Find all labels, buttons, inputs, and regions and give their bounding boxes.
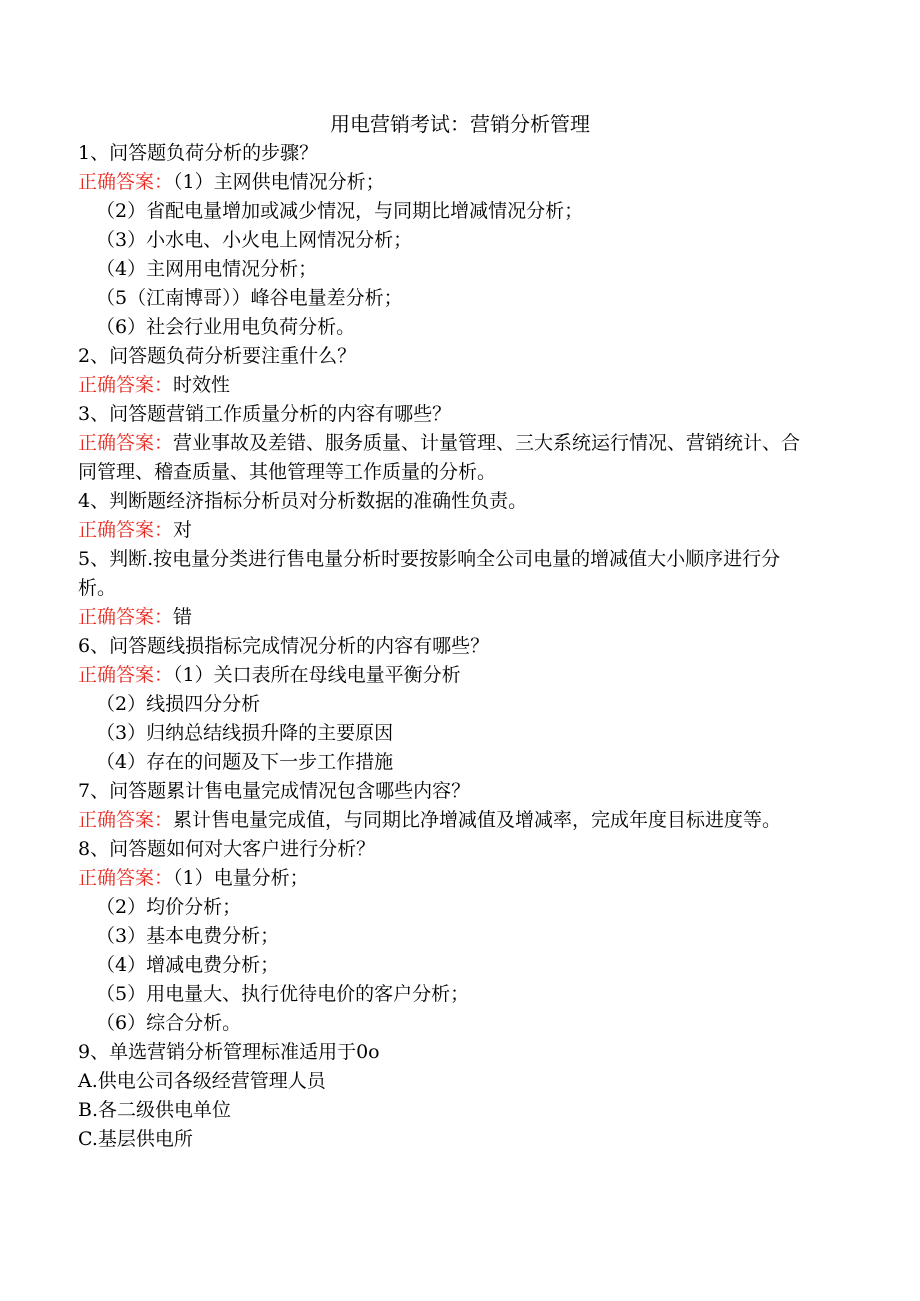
answer-text: 累计售电量完成值，与同期比净增减值及增减率，完成年度目标进度等。 [173,809,782,831]
answer-1-item: （6）社会行业用电负荷分析。 [96,316,356,338]
answer-8 [78,864,818,893]
option-b: B.各二级供电单位 [78,1099,232,1121]
document-title: 用电营销考试：营销分析管理 [330,112,590,136]
question-4: 4、判断题经济指标分析员对分析数据的准确性负责。 [78,490,528,512]
answer-text: （1）电量分析； [173,867,309,889]
answer-1-item: （3）小水电、小火电上网情况分析； [96,229,413,251]
answer-text: 营业事故及差错、服务质量、计量管理、三大系统运行情况、营销统计、合同管理、稽查质量、其他管理等工作质量的分析。 [78,432,801,483]
question-3: 3、问答题营销工作质量分析的内容有哪些？ [78,403,452,425]
answer-label: 正确答案： [78,867,174,889]
answer-label: 正确答案： [78,606,174,628]
answer-6-item: （4）存在的问题及下一步工作措施 [96,751,394,773]
answer-6-item: （2）线损四分分析 [96,693,261,715]
question-8: 8、问答题如何对大客户进行分析？ [78,838,376,860]
answer-1-item: （4）主网用电情况分析； [96,258,318,280]
answer-6 [78,661,818,690]
question-5: 5、判断.按电量分类进行售电量分析时要按影响全公司电量的增减值大小顺序进行分析。 [78,548,781,599]
answer-text: （1）主网供电情况分析； [173,171,385,193]
answer-8-item: （2）均价分析； [96,896,242,918]
answer-label: 正确答案： [78,432,174,454]
answer-label: 正确答案： [78,519,174,541]
question-9: 9、单选营销分析管理标准适用于0o [78,1041,380,1063]
answer-3 [78,429,818,487]
answer-text: 时效性 [173,374,231,396]
answer-label: 正确答案： [78,374,174,396]
answer-1-item: （2）省配电量增加或减少情况，与同期比增减情况分析； [96,200,584,222]
answer-label: 正确答案： [78,664,174,686]
answer-4 [78,516,818,545]
answer-6-item: （3）归纳总结线损升降的主要原因 [96,722,394,744]
answer-8-item: （4）增减电费分析； [96,954,280,976]
answer-8-item: （3）基本电费分析； [96,925,280,947]
question-1: 1、问答题负荷分析的步骤？ [78,142,319,164]
answer-text: 对 [173,519,193,541]
question-7: 7、问答题累计售电量完成情况包含哪些内容？ [78,780,471,802]
answer-8-item: （5）用电量大、执行优待电价的客户分析； [96,983,470,1005]
answer-label: 正确答案： [78,809,174,831]
option-a: A.供电公司各级经营管理人员 [78,1070,326,1092]
answer-text: 错 [173,606,193,628]
answer-7 [78,806,818,835]
answer-5 [78,603,818,632]
answer-text: （1）关口表所在母线电量平衡分析 [173,664,461,686]
question-2: 2、问答题负荷分析要注重什么？ [78,345,357,367]
answer-8-item: （6）综合分析。 [96,1012,242,1034]
option-c: C.基层供电所 [78,1128,193,1150]
document-body [78,139,818,1154]
answer-1 [78,168,818,197]
answer-label: 正确答案： [78,171,174,193]
answer-2 [78,371,818,400]
question-6: 6、问答题线损指标完成情况分析的内容有哪些？ [78,635,490,657]
answer-1-item: （5（江南博哥））峰谷电量差分析； [96,287,403,309]
